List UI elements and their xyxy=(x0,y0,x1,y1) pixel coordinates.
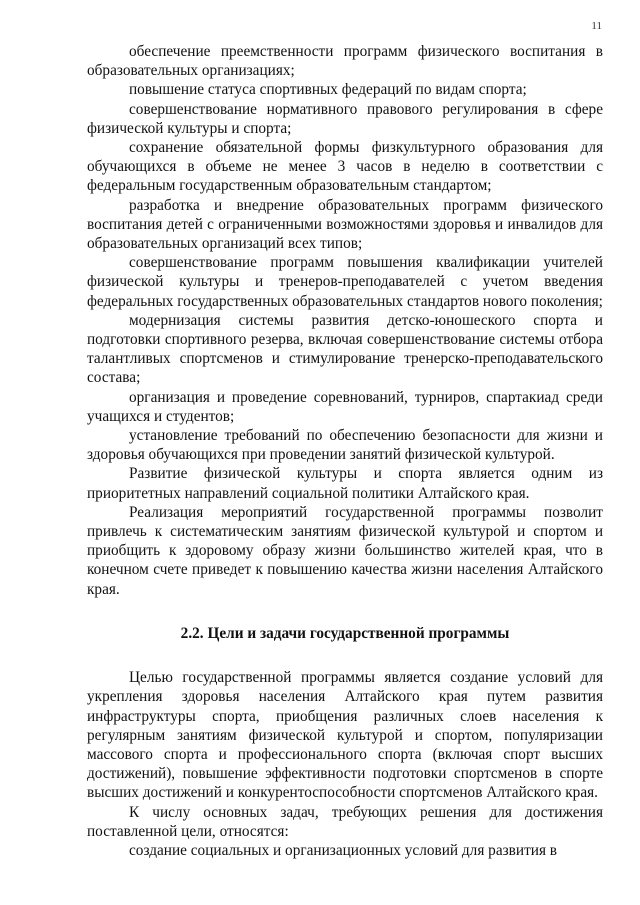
document-body xyxy=(87,42,603,860)
paragraph: сохранение обязательной формы физкультурного образования для обучающихся в объеме не менее 3 часов в неделю в соответствии с федеральным государственным образовательным стандартом; xyxy=(87,139,603,195)
paragraph: обеспечение преемственности программ физического воспитания в образовательных организациях; xyxy=(87,43,603,80)
paragraph: совершенствование нормативного правового регулирования в сфере физической культуры и спорта; xyxy=(87,100,603,137)
section-heading: 2.2. Цели и задачи государственной программы xyxy=(180,624,510,642)
paragraph: Целью государственной программы является создание условий для укрепления здоровья населения Алтайского края путем развития инфраструктуры спорта, приобщения различных слоев населения к регулярным занятиям физической культурой и спортом, популяризации массового спорта и профессионального спорта (включая спорт высших достижений), повышение эффективности подготовки спортсменов в спорте высших достижений и конкурентоспособности спортсменов Алтайского края. xyxy=(87,669,603,802)
paragraph: разработка и внедрение образовательных программ физического воспитания детей с ограниченными возможностями здоровья и инвалидов для образовательных организаций всех типов; xyxy=(87,196,603,253)
paragraph: Реализация мероприятий государственной программы позволит привлечь к систематическим занятиям физической культурой и спортом и приобщить к здоровому образу жизни большинство жителей края, что в конечном счете приведет к повышению качества жизни населения Алтайского края. xyxy=(87,503,603,598)
paragraph: создание социальных и организационных условий для развития в xyxy=(129,841,558,859)
paragraph: организация и проведение соревнований, турниров, спартакиад среди учащихся и студентов; xyxy=(87,388,603,425)
page-number: 11 xyxy=(591,20,602,32)
paragraph: установление требований по обеспечению безопасности для жизни и здоровья обучающихся при проведении занятий физической культурой. xyxy=(87,427,603,464)
paragraph: Развитие физической культуры и спорта является одним из приоритетных направлений социальной политики Алтайского края. xyxy=(87,465,603,502)
paragraph: повышение статуса спортивных федераций по видам спорта; xyxy=(129,81,527,99)
paragraph: модернизация системы развития детско-юношеского спорта и подготовки спортивного резерва, включая совершенствование системы отбора талантливых спортсменов и стимулирование тренерско-преподавательского состава; xyxy=(87,311,603,387)
paragraph: К числу основных задач, требующих решения для достижения поставленной цели, относятся: xyxy=(87,803,603,840)
paragraph: совершенствование программ повышения квалификации учителей физической культуры и тренеров-преподавателей с учетом введения федеральных государственных образовательных стандартов нового поколения; xyxy=(87,254,603,310)
